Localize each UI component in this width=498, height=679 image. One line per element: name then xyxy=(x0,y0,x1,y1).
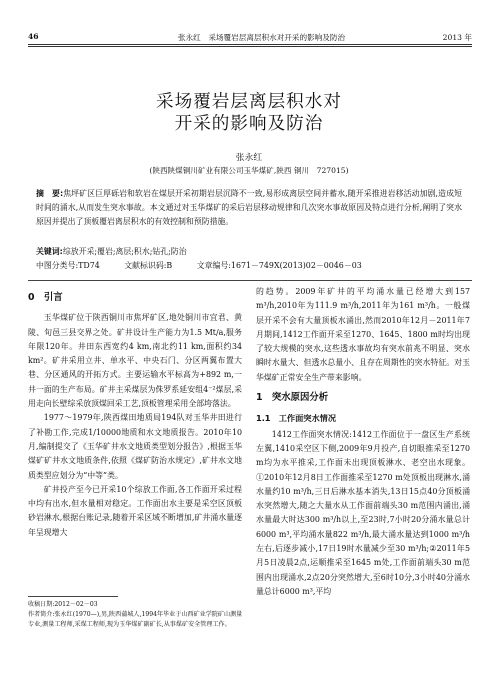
running-title: 张永红 采场覆岩层离层积水对开采的影响及防治 xyxy=(178,33,346,42)
received-date: 收稿日期:2012－02－03 xyxy=(28,601,98,608)
clc-number: 中图分类号:TD74 xyxy=(36,261,100,270)
abstract-text: 焦坪矿区巨厚砾岩和软岩在煤层开采初期岩层沉降不一致,易形成离层空间并蓄水,随开采推进岩移活动加剧,造成短时间的涌水,从而发生突水事故。本文通过对玉华煤矿的采后岩层移动规律和几次突水事故原因及特点进行分析,阐明了突水原因并提出了顶板覆岩离层积水的有效控制和预防措施。 xyxy=(36,189,463,227)
author-name: 张永红 xyxy=(235,153,263,163)
document-code: 文献标识码:B xyxy=(124,261,173,270)
inrush-paragraph: 1412工作面突水情况:1412工作面位于一盘区生产系统左翼,1410采空区下侧,2009年9月投产,自切眼推采至1270 m均为水平推采,工作面未出现顶板淋水、老空出水现象。①2010年12月8日工作面推采至1270 m处顶板出现淋水,涌水量约10 m³/h,三日后淋水基本消失,13日15点40分顶板涌水突然增大,随之大量水从工作面前端头30 m范围内涌出,涌水量最大时达300 m³/h以上,至23时,7小时20分涌水量总计6000 m³,平均涌水量822 m³/h,最大涌水量达到1000 m³/h左右,后逐步减小,17日19时水量减少至30 m³/h;②2011年5月5日凌晨2点,运顺推采至1645 m处,工作面前端头30 m范围内出现涌水,2点20分突然增大,至6时10分,3小时40分涌水量总计6000 m³,平均 xyxy=(256,429,470,596)
journal-year: 2013 年 xyxy=(442,33,472,42)
section-heading-introduction: 0 引言 xyxy=(28,292,63,303)
paper-title-line-1: 采场覆岩层离层积水对 xyxy=(156,92,342,112)
intro-paragraph-continued: 的趋势。2009年矿井的平均涌水量已经增大到157 m³/h,2010年为111.9 m³/h,2011年为161 m³/h。一般煤层开采不会有大量顶板水涌出,然而2010年12月－2011年7月期间,1412工作面开采至1270、1645、1800 m时均出现了较大规模的突水,这些透水事故均有突水前兆不明显、突水瞬时水量大、但透水总量小、且存在周期性的突水特征。对玉华煤矿正常安全生产带来影响。 xyxy=(256,287,470,382)
author-bio: 作者简介:张永红(1970—),男,陕西蒲城人,1994年毕业于山西矿业学院矿山测量专业,测量工程师,采煤工程师,现为玉华煤矿副矿长,从事煤矿安全管理工作。 xyxy=(28,610,243,628)
intro-paragraph-3: 矿井投产至今已开采10个综放工作面,各工作面开采过程中均有出水,但水量相对稳定。工作面出水主要是采空区顶板砂岩淋水,根据台账记录,随着开采区域不断增加,矿井涌水量逐年呈现增大 xyxy=(28,484,242,537)
intro-paragraph-2: 1977～1979年,陕西煤田地质局194队对玉华井田进行了补勘工作,完成1/10000地质和水文地质报告。2010年10月,编制提交了《玉华矿井水文地质类型划分报告》,根据玉华煤矿矿井水文地质条件,依照《煤矿防治水规定》,矿井水文地质类型应划分为“中等”类。 xyxy=(28,413,242,480)
header-rule xyxy=(28,44,472,47)
classification-line xyxy=(36,259,462,273)
abstract-block xyxy=(36,187,462,230)
author-affiliation: (陕西陕煤铜川矿业有限公司玉华煤矿,陕西 铜川 727015) xyxy=(149,166,349,175)
keywords-label: 关键词: xyxy=(36,247,63,256)
subsection-heading-water-inrush: 1.1 工作面突水情况 xyxy=(256,413,337,424)
abstract-divider xyxy=(28,280,472,281)
paper-title-line-2: 开采的影响及防治 xyxy=(174,114,324,134)
keywords-block xyxy=(36,245,462,259)
footnote-rule xyxy=(28,596,118,597)
intro-paragraph-1: 玉华煤矿位于陕西铜川市焦坪矿区,地处铜川市宜君、黄陵、旬邑三县交界之处。矿井设计生产能力为1.5 Mt/a,服务年限120年。井田东西宽约4 km,南北约11 km,面积约34 km²。矿井采用立井、单水平、中央石门、分区两翼布置大巷、分区通风的开拓方式。主要运输水平标高为+892 m,一井一面的生产布局。矿井主采煤层为侏罗系延安组4⁻²煤层,采用走向长壁综采放顶煤回采工艺,顶板管理采用全部垮落法。 xyxy=(28,313,242,409)
left-column xyxy=(28,285,242,540)
running-header xyxy=(28,28,472,44)
right-column xyxy=(256,285,470,599)
abstract-label: 摘 要: xyxy=(36,189,64,198)
footnote xyxy=(28,600,244,629)
section-heading-cause-analysis: 1 突水原因分析 xyxy=(256,392,329,404)
page-number: 46 xyxy=(28,32,39,41)
article-number: 文章编号:1671－749X(2013)02－0046－03 xyxy=(196,261,362,270)
keywords-text: 综放开采;覆岩;离层;积水;钻孔;防治 xyxy=(62,247,187,256)
